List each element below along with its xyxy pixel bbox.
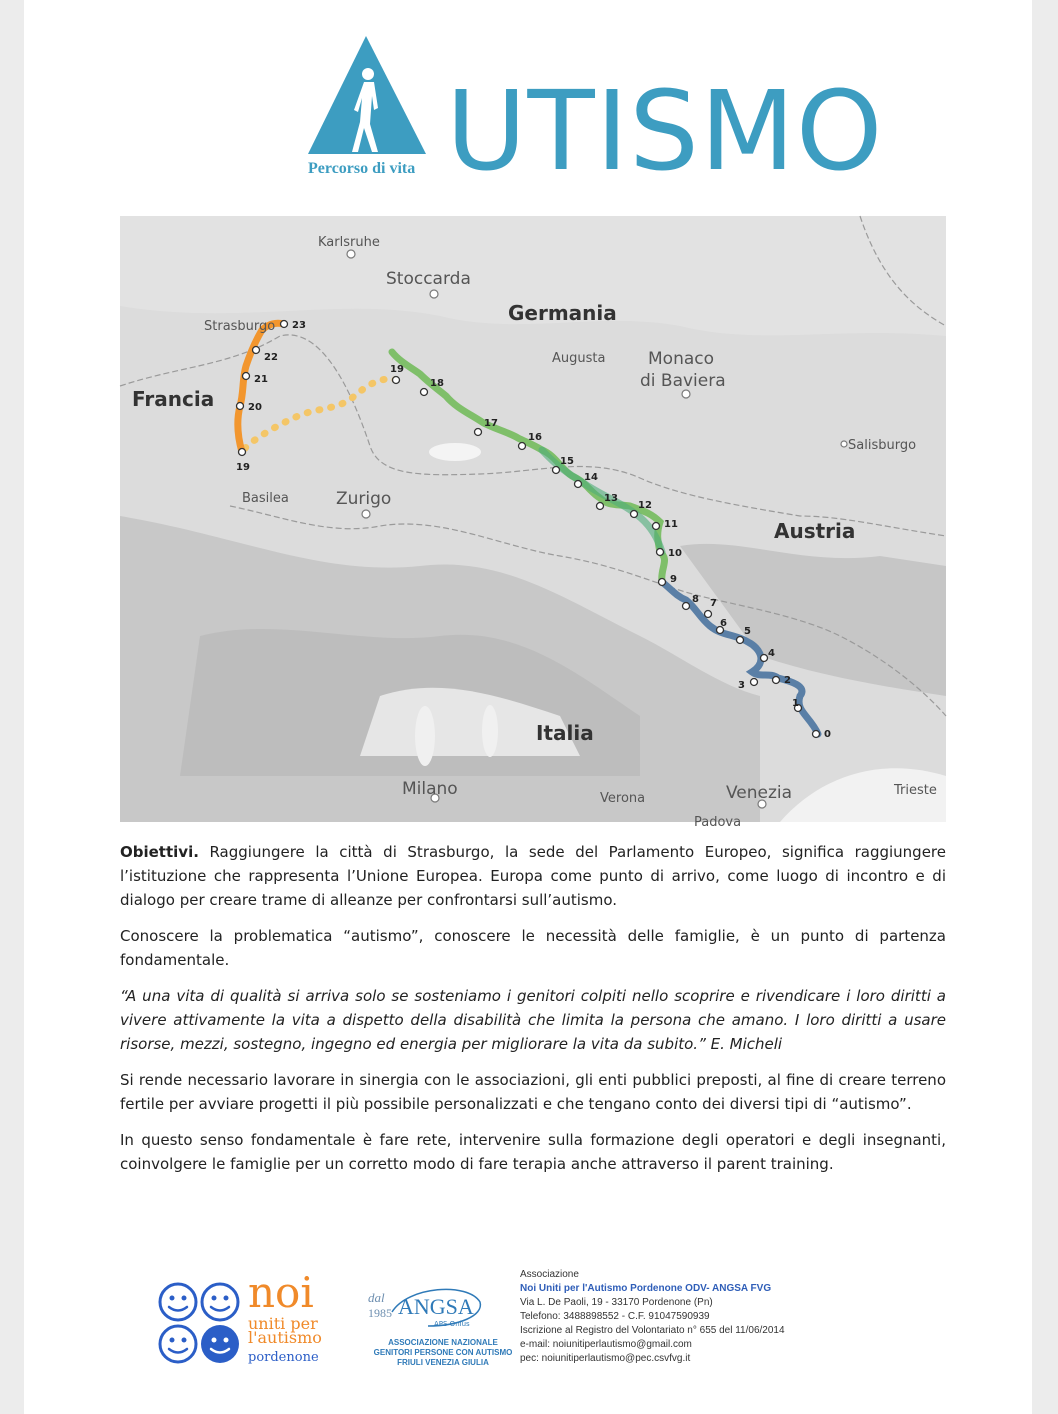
contact-pec[interactable]: pec: noiunitiperlautismo@pec.csvfvg.it xyxy=(520,1353,691,1364)
city-label: di Baviera xyxy=(640,371,726,391)
contact-block xyxy=(520,1268,850,1366)
stage-label: 13 xyxy=(604,493,618,504)
stage-label: 20 xyxy=(248,402,262,413)
contact-org-name: Noi Uniti per l'Autismo Pordenone ODV- ANGSA FVG xyxy=(520,1283,772,1294)
paragraph-objectives xyxy=(120,840,946,912)
country-label: Germania xyxy=(508,301,617,325)
city-label: Venezia xyxy=(726,783,793,803)
logo-subtitle: Percorso di vita xyxy=(308,160,416,177)
contact-address: Via L. De Paoli, 19 - 33170 Pordenone (Pn) xyxy=(520,1297,713,1308)
stage-label: 5 xyxy=(744,626,751,637)
stage-label: 22 xyxy=(264,352,278,363)
smiley-faces-icon xyxy=(156,1278,246,1368)
footer xyxy=(24,1268,1032,1388)
noi-line1: uniti per xyxy=(248,1314,318,1333)
stage-label: 7 xyxy=(710,598,717,609)
stage-label: 16 xyxy=(528,432,542,443)
stage-label: 8 xyxy=(692,594,699,605)
city-label: Milano xyxy=(402,779,458,799)
stage-label: 19 xyxy=(236,462,250,473)
stage-label: 19 xyxy=(390,364,404,375)
stage-label: 10 xyxy=(668,548,682,559)
stage-label: 3 xyxy=(738,680,745,691)
stage-label: 14 xyxy=(584,472,598,483)
paragraph-2: Conoscere la problematica “autismo”, conoscere le necessità delle famiglie, è un punto di partenza fondamentale. xyxy=(120,927,946,969)
paragraph-5: In questo senso fondamentale è fare rete, intervenire sulla formazione degli operatori e degli insegnanti, coinvolgere le famiglie per un corretto modo di fare terapia anche attraverso il parent training. xyxy=(120,1131,946,1173)
city-label: Strasburgo xyxy=(204,319,276,334)
stage-label: 2 xyxy=(784,675,791,686)
stage-label: 11 xyxy=(664,519,678,530)
city-label: Basilea xyxy=(242,491,289,506)
stage-label: 6 xyxy=(720,618,727,629)
angsa-year: 1985 xyxy=(368,1306,392,1320)
contact-registry: Iscrizione al Registro del Volontariato n° 655 del 11/06/2014 xyxy=(520,1325,785,1336)
angsa-aps: APS Onlus xyxy=(434,1320,470,1328)
country-label: Austria xyxy=(774,519,856,543)
route-map xyxy=(120,216,946,830)
stage-label: 9 xyxy=(670,574,677,585)
city-label: Zurigo xyxy=(336,489,392,509)
autismo-logo xyxy=(286,30,884,195)
angsa-line2: GENITORI PERSONE CON AUTISMO xyxy=(373,1348,513,1357)
stage-label: 1 xyxy=(792,698,799,709)
city-label: Verona xyxy=(600,791,646,806)
body-text xyxy=(120,840,946,1188)
angsa-line1: ASSOCIAZIONE NAZIONALE xyxy=(388,1338,498,1347)
noi-word: noi xyxy=(248,1268,314,1317)
noi-line3: pordenone xyxy=(248,1350,319,1365)
city-label: Salisburgo xyxy=(848,438,917,453)
angsa-name: ANGSA xyxy=(398,1294,474,1319)
stage-label: 0 xyxy=(824,729,831,740)
stage-label: 17 xyxy=(484,418,498,429)
stage-label: 15 xyxy=(560,456,574,467)
city-label: Padova xyxy=(694,815,742,830)
angsa-dal: dal xyxy=(368,1290,385,1305)
objectives-text: Raggiungere la città di Strasburgo, la sede del Parlamento Europeo, significa raggiungere l’istituzione che rappresenta l’Unione Europea. Europa come punto di arrivo, come luogo di incontro e di dialogo per creare trame di alleanze per confrontarsi sull’autismo. xyxy=(120,843,946,909)
noi-line2: l'autismo xyxy=(248,1328,322,1347)
city-label: Stoccarda xyxy=(386,269,471,289)
contact-email[interactable]: e-mail: noiunitiperlautismo@gmail.com xyxy=(520,1339,692,1350)
paragraph-4: Si rende necessario lavorare in sinergia con le associazioni, gli enti pubblici preposti, al fine di creare terreno fertile per avviare progetti il più possibile personalizzati e che tengano conto dei diversi tipi di “autismo”. xyxy=(120,1071,946,1113)
stage-label: 18 xyxy=(430,378,444,389)
country-label: Italia xyxy=(536,721,594,745)
angsa-logo xyxy=(368,1282,518,1368)
city-label: Monaco xyxy=(648,349,715,369)
contact-phone: Telefono: 3488898552 - C.F. 91047590939 xyxy=(520,1311,710,1322)
document-page xyxy=(24,0,1032,1414)
angsa-line3: FRIULI VENEZIA GIULIA xyxy=(397,1358,489,1367)
triangle-walker-icon xyxy=(286,30,456,180)
country-label: Francia xyxy=(132,387,215,411)
stage-label: 4 xyxy=(768,648,775,659)
stage-label: 23 xyxy=(292,320,306,331)
paragraph-quote: “A una vita di qualità si arriva solo se sosteniamo i genitori colpiti nello scoprire e rivendicare i loro diritti a vivere attivamente la vita a dispetto della disabilità che limita la persona che amano. I loro diritti a usare risorse, mezzi, sostegno, ingegno ed energia per migliorare la vita da subito.” E. Micheli xyxy=(120,987,946,1053)
city-label: Augusta xyxy=(552,351,606,366)
logo-word: UTISMO xyxy=(446,67,884,195)
noi-logo xyxy=(156,1268,336,1368)
city-label: Trieste xyxy=(894,783,937,798)
objectives-label: Obiettivi. xyxy=(120,843,199,861)
stage-label: 12 xyxy=(638,500,652,511)
stage-label: 21 xyxy=(254,374,268,385)
city-label: Karlsruhe xyxy=(318,235,380,250)
contact-line: Associazione xyxy=(520,1269,579,1280)
